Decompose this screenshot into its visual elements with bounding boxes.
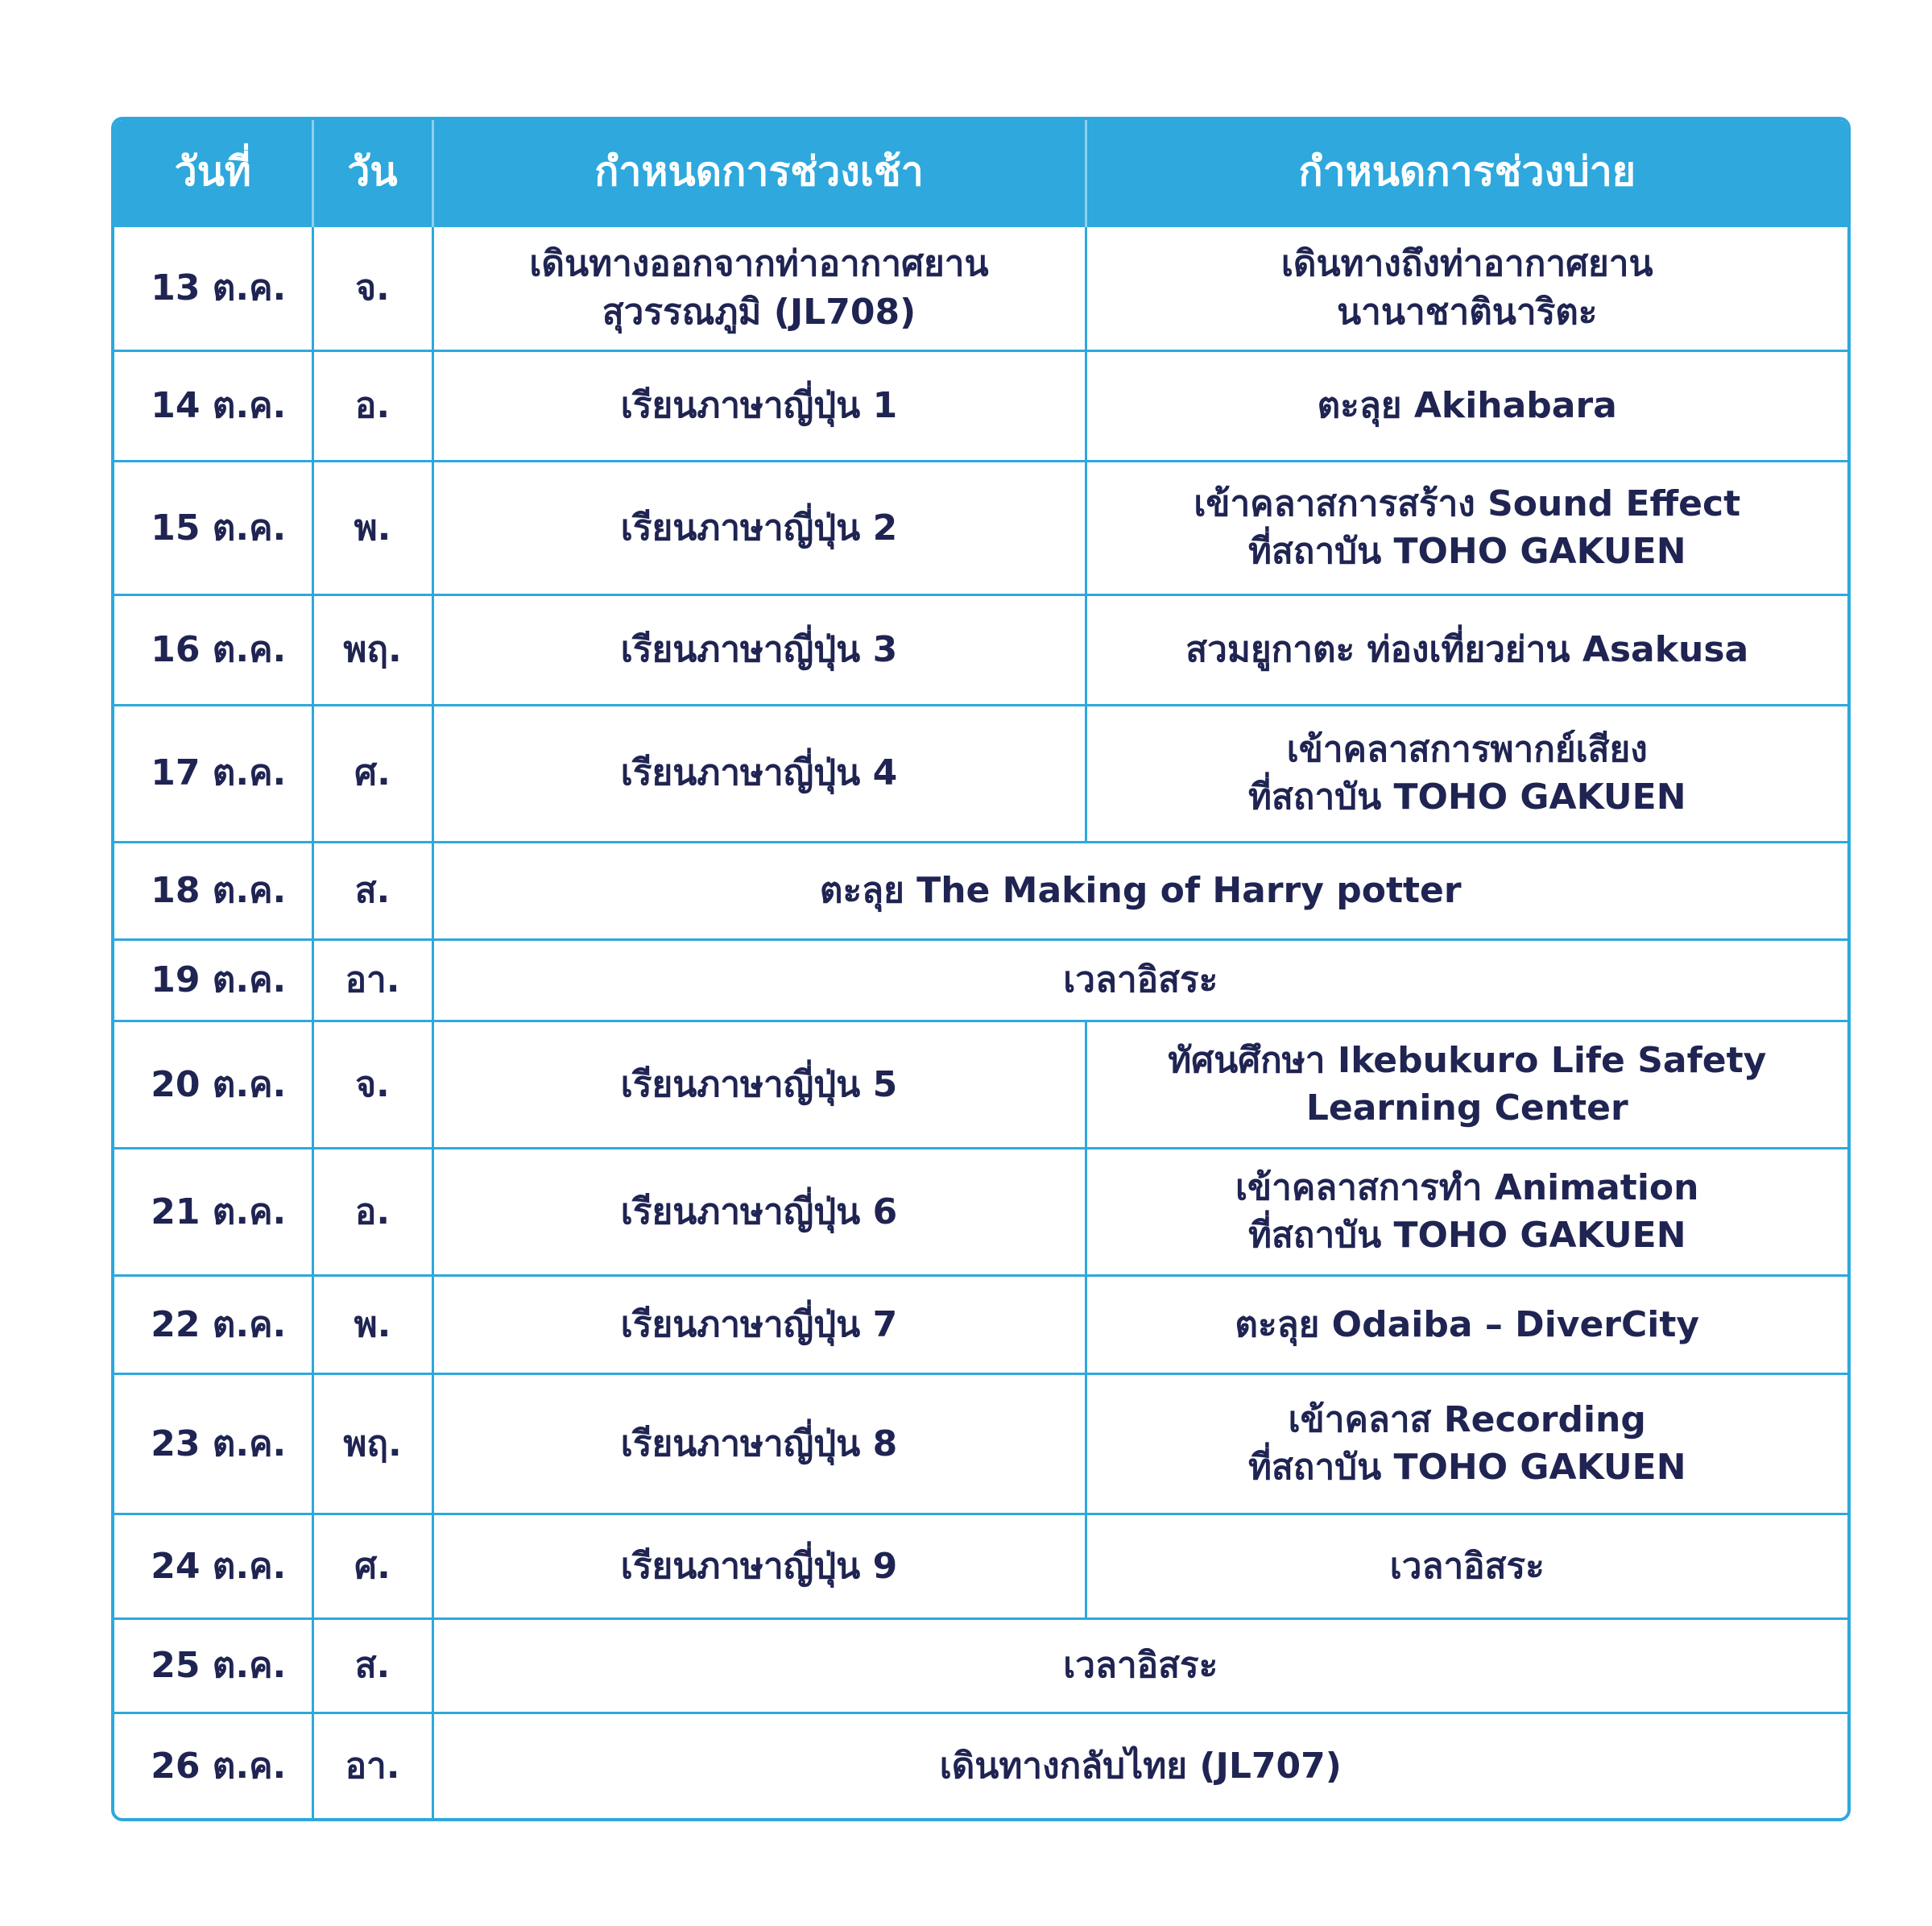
morning-activity-cell	[432, 226, 1086, 351]
activity-line: ที่สถาบัน TOHO GAKUEN	[1247, 1447, 1686, 1489]
day-cell: ส.	[312, 842, 432, 939]
header-row	[114, 120, 1847, 226]
table-row	[114, 461, 1847, 594]
activity-line: ทัศนศึกษา Ikebukuro Life Safety	[1168, 1039, 1767, 1081]
date-cell: 13 ต.ค.	[114, 226, 312, 351]
table-row	[114, 226, 1847, 351]
day-cell: ศ.	[312, 705, 432, 842]
day-cell: พ.	[312, 1275, 432, 1373]
header-morning: กำหนดการช่วงเช้า	[432, 120, 1086, 226]
activity-line: เรียนภาษาญี่ปุ่น 5	[620, 1063, 898, 1105]
header-date: วันที่	[114, 120, 312, 226]
morning-activity-cell	[432, 705, 1086, 842]
afternoon-activity-cell	[1086, 1275, 1847, 1373]
morning-activity-cell	[432, 1021, 1086, 1148]
activity-line: เรียนภาษาญี่ปุ่น 9	[620, 1545, 898, 1587]
day-cell: อ.	[312, 351, 432, 462]
day-cell: จ.	[312, 1021, 432, 1148]
morning-activity-cell	[432, 351, 1086, 462]
activity-line: เข้าคลาสการทำ Animation	[1235, 1166, 1699, 1208]
morning-activity-cell	[432, 1374, 1086, 1514]
table-row	[114, 1148, 1847, 1275]
activity-line: ที่สถาบัน TOHO GAKUEN	[1247, 1215, 1686, 1257]
day-cell: พฤ.	[312, 595, 432, 706]
schedule-table-frame	[111, 117, 1851, 1821]
activity-line: ที่สถาบัน TOHO GAKUEN	[1247, 777, 1686, 818]
activity-line: เข้าคลาสการสร้าง Sound Effect	[1194, 483, 1741, 525]
activity-line: ตะลุย Odaiba – DiverCity	[1235, 1303, 1700, 1345]
date-cell: 21 ต.ค.	[114, 1148, 312, 1275]
date-cell: 14 ต.ค.	[114, 351, 312, 462]
activity-line: เรียนภาษาญี่ปุ่น 2	[620, 507, 898, 549]
activity-line: เข้าคลาสการพากย์เสียง	[1286, 728, 1648, 770]
date-cell: 16 ต.ค.	[114, 595, 312, 706]
day-cell: ส.	[312, 1619, 432, 1713]
day-cell: อ.	[312, 1148, 432, 1275]
activity-line: เวลาอิสระ	[1389, 1545, 1545, 1587]
date-cell: 26 ต.ค.	[114, 1713, 312, 1818]
table-row	[114, 1514, 1847, 1619]
date-cell: 19 ต.ค.	[114, 939, 312, 1021]
morning-activity-cell	[432, 595, 1086, 706]
full-day-activity-cell: เดินทางกลับไทย (JL707)	[432, 1713, 1847, 1818]
morning-activity-cell	[432, 1514, 1086, 1619]
activity-line: สุวรรณภูมิ (JL708)	[602, 291, 916, 333]
afternoon-activity-cell	[1086, 1374, 1847, 1514]
afternoon-activity-cell	[1086, 705, 1847, 842]
date-cell: 15 ต.ค.	[114, 461, 312, 594]
date-cell: 25 ต.ค.	[114, 1619, 312, 1713]
table-header	[114, 120, 1847, 226]
activity-line: เรียนภาษาญี่ปุ่น 7	[620, 1303, 898, 1345]
afternoon-activity-cell	[1086, 1148, 1847, 1275]
activity-line: เรียนภาษาญี่ปุ่น 6	[620, 1191, 898, 1232]
activity-line: เรียนภาษาญี่ปุ่น 1	[620, 385, 898, 427]
activity-line: เดินทางถึงท่าอากาศยาน	[1280, 243, 1653, 285]
morning-activity-cell	[432, 1275, 1086, 1373]
day-cell: อา.	[312, 939, 432, 1021]
morning-activity-cell	[432, 1148, 1086, 1275]
date-cell: 18 ต.ค.	[114, 842, 312, 939]
table-row	[114, 1021, 1847, 1148]
activity-line: เรียนภาษาญี่ปุ่น 4	[620, 752, 898, 794]
activity-line: เรียนภาษาญี่ปุ่น 3	[620, 629, 898, 671]
date-cell: 23 ต.ค.	[114, 1374, 312, 1514]
table-row	[114, 1619, 1847, 1713]
day-cell: พฤ.	[312, 1374, 432, 1514]
morning-activity-cell	[432, 461, 1086, 594]
full-day-activity-cell: ตะลุย The Making of Harry potter	[432, 842, 1847, 939]
activity-line: เดินทางออกจากท่าอากาศยาน	[529, 243, 989, 285]
day-cell: ศ.	[312, 1514, 432, 1619]
day-cell: จ.	[312, 226, 432, 351]
table-row	[114, 842, 1847, 939]
date-cell: 22 ต.ค.	[114, 1275, 312, 1373]
table-row	[114, 1275, 1847, 1373]
table-row	[114, 705, 1847, 842]
activity-line: ตะลุย Akihabara	[1317, 385, 1617, 427]
full-day-activity-cell: เวลาอิสระ	[432, 1619, 1847, 1713]
activity-line: นานาชาตินาริตะ	[1337, 291, 1598, 333]
afternoon-activity-cell	[1086, 595, 1847, 706]
table-row	[114, 595, 1847, 706]
date-cell: 24 ต.ค.	[114, 1514, 312, 1619]
table-row	[114, 1713, 1847, 1818]
day-cell: พ.	[312, 461, 432, 594]
afternoon-activity-cell	[1086, 461, 1847, 594]
afternoon-activity-cell	[1086, 351, 1847, 462]
afternoon-activity-cell	[1086, 1021, 1847, 1148]
table-row	[114, 1374, 1847, 1514]
date-cell: 17 ต.ค.	[114, 705, 312, 842]
table-row	[114, 939, 1847, 1021]
header-afternoon: กำหนดการช่วงบ่าย	[1086, 120, 1847, 226]
afternoon-activity-cell	[1086, 226, 1847, 351]
schedule-table	[114, 120, 1847, 1818]
activity-line: สวมยูกาตะ ท่องเที่ยวย่าน Asakusa	[1185, 629, 1749, 671]
activity-line: Learning Center	[1305, 1087, 1628, 1129]
header-day: วัน	[312, 120, 432, 226]
date-cell: 20 ต.ค.	[114, 1021, 312, 1148]
full-day-activity-cell: เวลาอิสระ	[432, 939, 1847, 1021]
activity-line: ที่สถาบัน TOHO GAKUEN	[1247, 531, 1686, 573]
afternoon-activity-cell	[1086, 1514, 1847, 1619]
activity-line: เข้าคลาส Recording	[1288, 1398, 1646, 1440]
table-body	[114, 226, 1847, 1818]
day-cell: อา.	[312, 1713, 432, 1818]
activity-line: เรียนภาษาญี่ปุ่น 8	[620, 1423, 898, 1464]
table-row	[114, 351, 1847, 462]
